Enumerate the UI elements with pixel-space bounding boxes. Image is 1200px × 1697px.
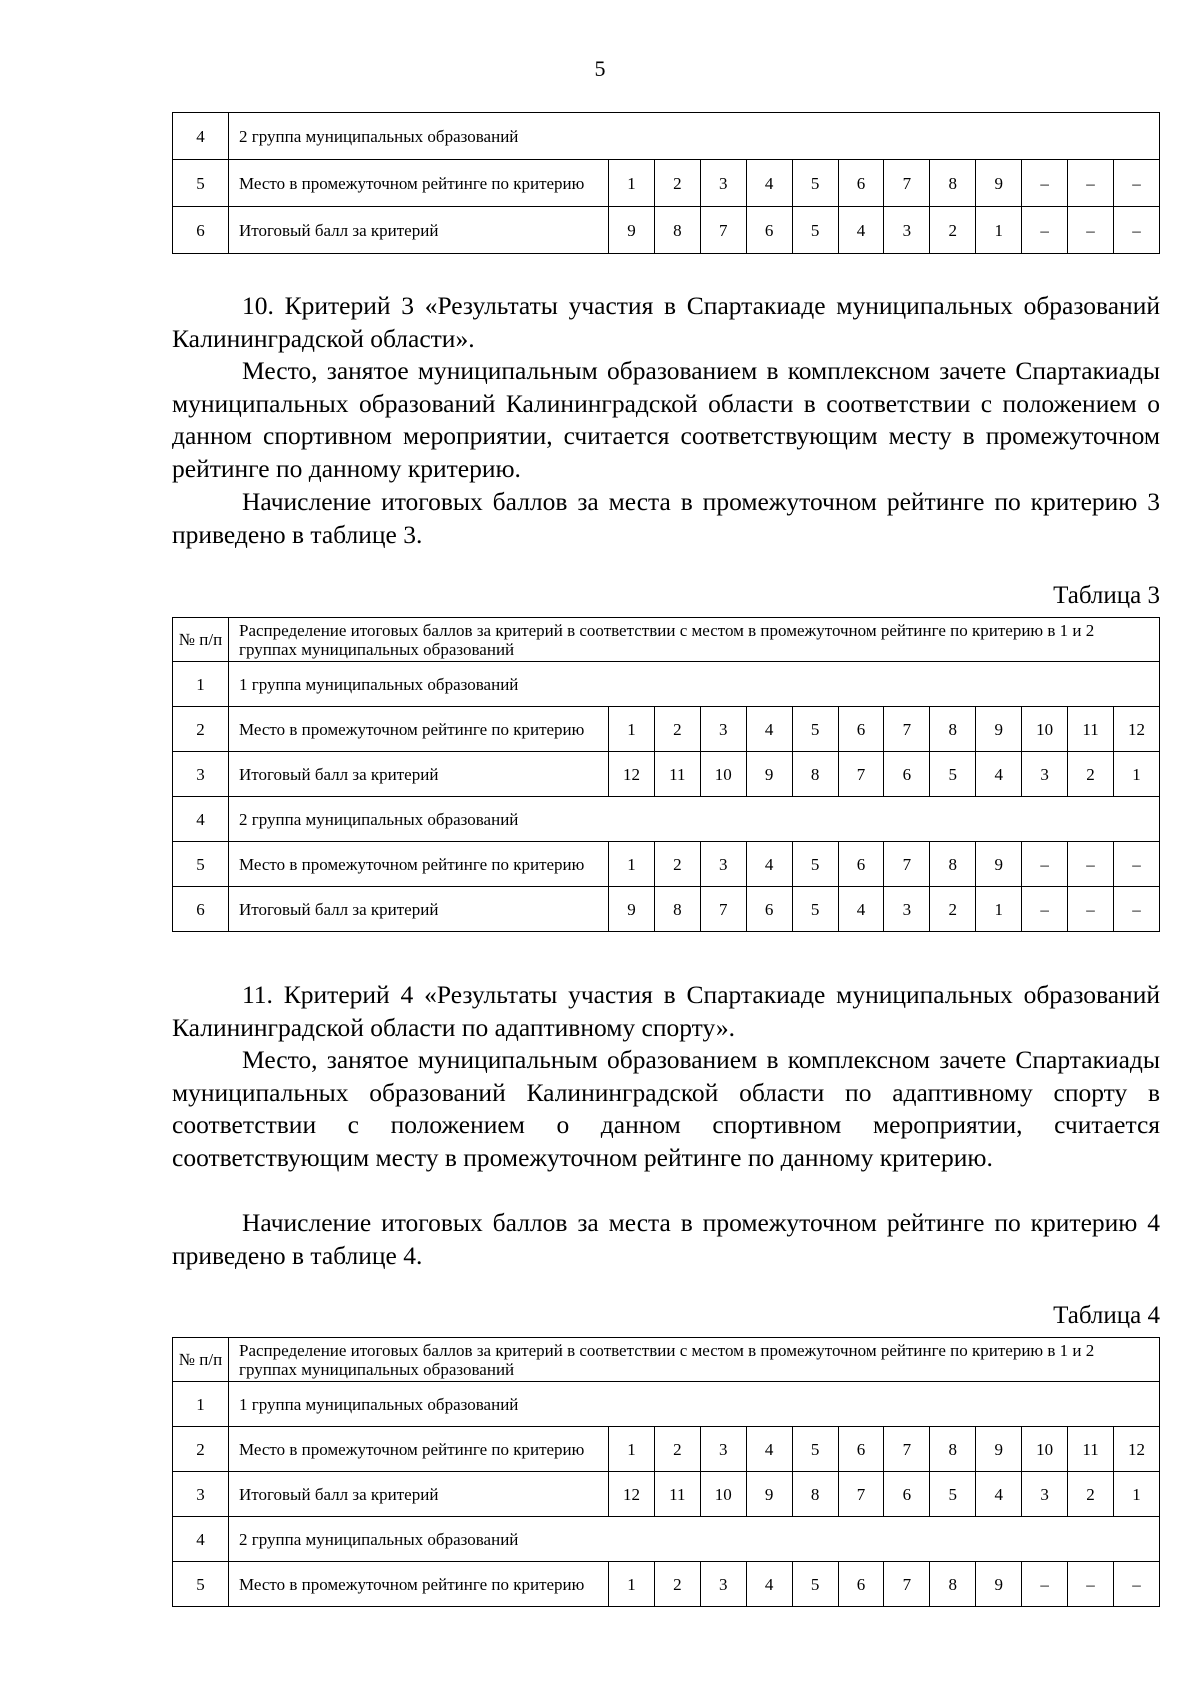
value-cell: 5 <box>792 207 838 254</box>
value-cell: – <box>1022 1562 1068 1607</box>
row-number-cell: 3 <box>173 752 229 797</box>
row-label-cell: 2 группа муниципальных образований <box>229 113 1160 160</box>
value-cell: 3 <box>1022 1472 1068 1517</box>
row-label-cell: Итоговый балл за критерий <box>229 1472 609 1517</box>
row-number-cell: 6 <box>173 207 229 254</box>
value-cell: 2 <box>930 207 976 254</box>
value-cell: – <box>1113 1562 1159 1607</box>
value-cell: 1 <box>976 887 1022 932</box>
value-cell: 2 <box>654 1427 700 1472</box>
value-cell: 7 <box>884 842 930 887</box>
row-label-cell: 1 группа муниципальных образований <box>229 1382 1160 1427</box>
value-cell: 8 <box>792 752 838 797</box>
value-cell: 11 <box>654 752 700 797</box>
value-cell: – <box>1068 207 1114 254</box>
value-cell: 5 <box>792 160 838 207</box>
value-cell: – <box>1022 160 1068 207</box>
value-cell: 9 <box>746 752 792 797</box>
value-cell: 3 <box>700 160 746 207</box>
value-cell: 7 <box>838 1472 884 1517</box>
row-label-cell: Итоговый балл за критерий <box>229 887 609 932</box>
section-10-heading: 10. Критерий 3 «Результаты участия в Спартакиаде муниципальных образований Калининградской области». <box>172 291 1160 353</box>
value-cell: 1 <box>609 842 655 887</box>
row-label-cell: Место в промежуточном рейтинге по критерию <box>229 1427 609 1472</box>
row-number-cell: 5 <box>173 160 229 207</box>
value-cell: – <box>1113 887 1159 932</box>
value-cell: 4 <box>746 1562 792 1607</box>
row-number-cell: 5 <box>173 1562 229 1607</box>
value-cell: 6 <box>884 1472 930 1517</box>
value-cell: 5 <box>792 707 838 752</box>
value-cell: 7 <box>884 1562 930 1607</box>
value-cell: 8 <box>930 1562 976 1607</box>
value-cell: – <box>1068 842 1114 887</box>
row-label-cell: Место в промежуточном рейтинге по критерию <box>229 1562 609 1607</box>
row-number-cell: 2 <box>173 1427 229 1472</box>
value-cell: 9 <box>746 1472 792 1517</box>
value-cell: 3 <box>884 207 930 254</box>
row-number-cell: 1 <box>173 662 229 707</box>
value-cell: 10 <box>1022 1427 1068 1472</box>
value-cell: 4 <box>746 1427 792 1472</box>
header-number-cell: № п/п <box>173 618 229 662</box>
row-label-cell: 1 группа муниципальных образований <box>229 662 1160 707</box>
value-cell: 9 <box>976 1427 1022 1472</box>
value-cell: 7 <box>838 752 884 797</box>
value-cell: 9 <box>976 160 1022 207</box>
value-cell: 12 <box>1113 707 1159 752</box>
value-cell: 5 <box>792 1427 838 1472</box>
value-cell: 1 <box>1113 752 1159 797</box>
value-cell: 6 <box>838 1427 884 1472</box>
value-cell: 4 <box>838 207 884 254</box>
table-row <box>173 842 1160 887</box>
table-row <box>173 797 1160 842</box>
header-text-cell: Распределение итоговых баллов за критерий в соответствии с местом в промежуточном рейтинге по критерию в 1 и 2 группах муниципальных образований <box>229 1338 1160 1382</box>
value-cell: 5 <box>792 842 838 887</box>
value-cell: 8 <box>930 707 976 752</box>
table-row <box>173 1382 1160 1427</box>
section-11-heading: 11. Критерий 4 «Результаты участия в Спартакиаде муниципальных образований Калининградской области по адаптивному спорту». <box>172 980 1160 1042</box>
header-number-cell: № п/п <box>173 1338 229 1382</box>
value-cell: 2 <box>930 887 976 932</box>
row-number-cell: 3 <box>173 1472 229 1517</box>
table-header-row <box>173 618 1160 662</box>
table-row <box>173 207 1160 254</box>
value-cell: 9 <box>976 1562 1022 1607</box>
value-cell: 4 <box>976 752 1022 797</box>
value-cell: 4 <box>838 887 884 932</box>
table-4-caption: Таблица 4 <box>1053 1302 1160 1329</box>
row-label-cell: Место в промежуточном рейтинге по критерию <box>229 707 609 752</box>
table-row <box>173 113 1160 160</box>
value-cell: – <box>1022 842 1068 887</box>
table-2-continuation <box>172 112 1160 254</box>
value-cell: 4 <box>976 1472 1022 1517</box>
row-number-cell: 4 <box>173 797 229 842</box>
page-number: 5 <box>594 56 606 81</box>
value-cell: 12 <box>1113 1427 1159 1472</box>
value-cell: 8 <box>930 1427 976 1472</box>
table-row <box>173 1472 1160 1517</box>
value-cell: 1 <box>609 160 655 207</box>
value-cell: 8 <box>930 842 976 887</box>
value-cell: 6 <box>838 160 884 207</box>
value-cell: 4 <box>746 160 792 207</box>
section-10-paragraph-1: Место, занятое муниципальным образованием в комплексном зачете Спартакиады муниципальных образований Калининградской области в соответствии с положением о данном спортивном мероприятии, считается соответствующим месту в промежуточном рейтинге по данному критерию. <box>172 356 1160 484</box>
value-cell: – <box>1022 207 1068 254</box>
value-cell: 2 <box>654 160 700 207</box>
row-number-cell: 2 <box>173 707 229 752</box>
value-cell: 6 <box>838 707 884 752</box>
section-11-paragraph-1: Место, занятое муниципальным образованием в комплексном зачете Спартакиады муниципальных образований Калининградской области по адаптивному спорту в соответствии с положением о данном спортивном мероприятии, считается соответствующим месту в промежуточном рейтинге по данному критерию. <box>172 1045 1160 1173</box>
value-cell: 1 <box>976 207 1022 254</box>
value-cell: 6 <box>838 1562 884 1607</box>
value-cell: – <box>1068 887 1114 932</box>
value-cell: 9 <box>976 842 1022 887</box>
value-cell: 9 <box>609 207 655 254</box>
table-row <box>173 1562 1160 1607</box>
value-cell: 3 <box>1022 752 1068 797</box>
value-cell: 7 <box>700 887 746 932</box>
value-cell: 7 <box>884 707 930 752</box>
table-header-row <box>173 1338 1160 1382</box>
row-label-cell: 2 группа муниципальных образований <box>229 1517 1160 1562</box>
value-cell: 11 <box>1068 1427 1114 1472</box>
value-cell: 8 <box>930 160 976 207</box>
value-cell: 6 <box>746 887 792 932</box>
value-cell: 9 <box>609 887 655 932</box>
value-cell: 2 <box>654 842 700 887</box>
value-cell: – <box>1113 207 1159 254</box>
value-cell: 4 <box>746 707 792 752</box>
section-10-paragraph-2: Начисление итоговых баллов за места в промежуточном рейтинге по критерию 3 приведено в таблице 3. <box>172 487 1160 549</box>
value-cell: 9 <box>976 707 1022 752</box>
value-cell: 12 <box>609 752 655 797</box>
value-cell: 11 <box>654 1472 700 1517</box>
value-cell: 3 <box>700 1562 746 1607</box>
value-cell: 11 <box>1068 707 1114 752</box>
value-cell: 5 <box>792 887 838 932</box>
value-cell: 3 <box>700 707 746 752</box>
row-label-cell: Место в промежуточном рейтинге по критерию <box>229 842 609 887</box>
value-cell: 7 <box>884 1427 930 1472</box>
row-number-cell: 1 <box>173 1382 229 1427</box>
table-3 <box>172 617 1160 932</box>
value-cell: – <box>1022 887 1068 932</box>
row-label-cell: 2 группа муниципальных образований <box>229 797 1160 842</box>
table-row <box>173 1427 1160 1472</box>
value-cell: 2 <box>1068 1472 1114 1517</box>
value-cell: 10 <box>700 752 746 797</box>
row-number-cell: 6 <box>173 887 229 932</box>
value-cell: – <box>1113 842 1159 887</box>
section-11-paragraph-2: Начисление итоговых баллов за места в промежуточном рейтинге по критерию 4 приведено в таблице 4. <box>172 1208 1160 1270</box>
value-cell: 3 <box>884 887 930 932</box>
value-cell: 4 <box>746 842 792 887</box>
value-cell: – <box>1068 160 1114 207</box>
table-row <box>173 887 1160 932</box>
row-number-cell: 4 <box>173 113 229 160</box>
value-cell: 2 <box>654 1562 700 1607</box>
table-row <box>173 160 1160 207</box>
header-text-cell: Распределение итоговых баллов за критерий в соответствии с местом в промежуточном рейтинге по критерию в 1 и 2 группах муниципальных образований <box>229 618 1160 662</box>
value-cell: 6 <box>746 207 792 254</box>
value-cell: 8 <box>792 1472 838 1517</box>
table-4 <box>172 1337 1160 1607</box>
table-3-caption: Таблица 3 <box>1053 582 1160 609</box>
value-cell: 1 <box>609 707 655 752</box>
value-cell: 2 <box>654 707 700 752</box>
row-label-cell: Итоговый балл за критерий <box>229 207 609 254</box>
table-row <box>173 707 1160 752</box>
value-cell: 5 <box>930 1472 976 1517</box>
row-number-cell: 4 <box>173 1517 229 1562</box>
value-cell: 7 <box>884 160 930 207</box>
row-label-cell: Итоговый балл за критерий <box>229 752 609 797</box>
value-cell: 2 <box>1068 752 1114 797</box>
value-cell: 5 <box>792 1562 838 1607</box>
value-cell: 6 <box>838 842 884 887</box>
value-cell: 6 <box>884 752 930 797</box>
value-cell: – <box>1068 1562 1114 1607</box>
table-row <box>173 662 1160 707</box>
value-cell: 8 <box>654 887 700 932</box>
table-row <box>173 1517 1160 1562</box>
value-cell: – <box>1113 160 1159 207</box>
value-cell: 12 <box>609 1472 655 1517</box>
value-cell: 3 <box>700 842 746 887</box>
value-cell: 1 <box>609 1427 655 1472</box>
value-cell: 3 <box>700 1427 746 1472</box>
value-cell: 8 <box>654 207 700 254</box>
table-row <box>173 752 1160 797</box>
value-cell: 10 <box>1022 707 1068 752</box>
value-cell: 7 <box>700 207 746 254</box>
row-label-cell: Место в промежуточном рейтинге по критерию <box>229 160 609 207</box>
value-cell: 1 <box>609 1562 655 1607</box>
value-cell: 10 <box>700 1472 746 1517</box>
value-cell: 5 <box>930 752 976 797</box>
value-cell: 1 <box>1113 1472 1159 1517</box>
row-number-cell: 5 <box>173 842 229 887</box>
